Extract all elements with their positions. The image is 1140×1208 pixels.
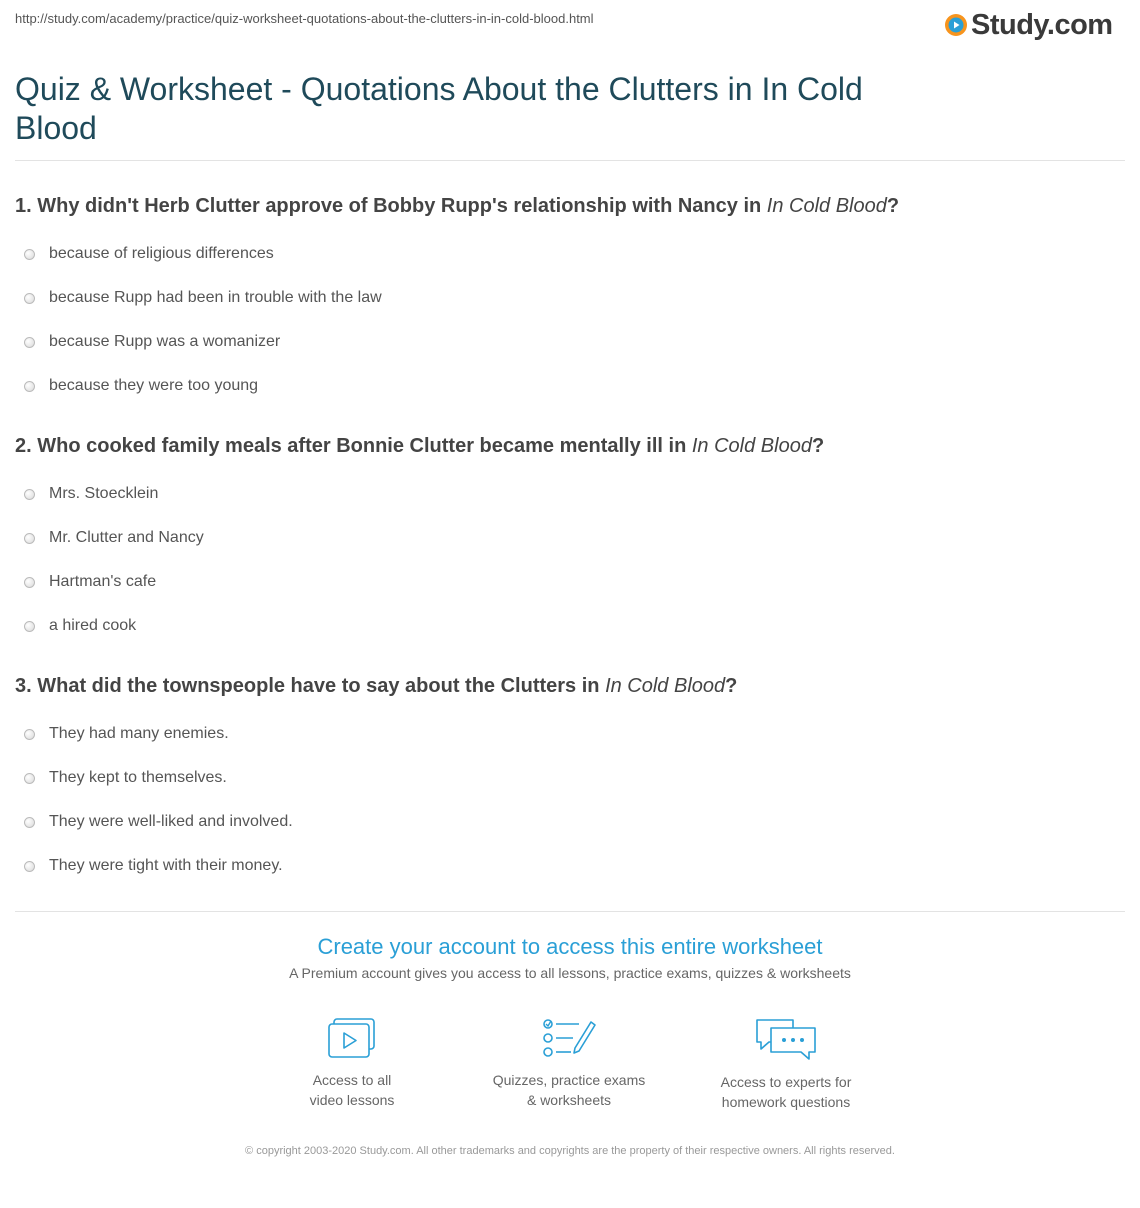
quiz-checklist-icon xyxy=(541,1016,597,1060)
title-divider xyxy=(15,160,1125,161)
question-1 xyxy=(15,194,1115,408)
feature-label: Access to all video lessons xyxy=(309,1072,395,1108)
feature-quizzes xyxy=(469,1016,669,1110)
video-lessons-icon xyxy=(326,1016,378,1060)
radio-button-icon[interactable] xyxy=(24,489,35,500)
create-account-link[interactable]: Create your account to access this entire worksheet xyxy=(317,934,823,959)
copyright-footer: © copyright 2003-2020 Study.com. All other trademarks and copyrights are the property of their respective owners. All rights reserved. xyxy=(245,1145,895,1157)
question-text: 3. What did the townspeople have to say about the Clutters in In Cold Blood? xyxy=(15,675,738,697)
radio-button-icon[interactable] xyxy=(24,293,35,304)
answer-option[interactable]: because of religious differences xyxy=(15,232,1115,276)
logo-text: Study.com xyxy=(971,8,1113,41)
radio-button-icon[interactable] xyxy=(24,381,35,392)
feature-label: Access to experts for homework questions xyxy=(720,1074,852,1110)
answer-option[interactable]: Hartman's cafe xyxy=(15,560,1115,604)
radio-button-icon[interactable] xyxy=(24,249,35,260)
answer-list xyxy=(15,232,1115,408)
radio-button-icon[interactable] xyxy=(24,861,35,872)
answer-option[interactable]: They had many enemies. xyxy=(15,712,1115,756)
feature-label: Quizzes, practice exams & worksheets xyxy=(492,1072,646,1108)
radio-button-icon[interactable] xyxy=(24,533,35,544)
answer-option[interactable]: a hired cook xyxy=(15,604,1115,648)
play-logo-icon xyxy=(944,13,968,37)
section-divider xyxy=(15,911,1125,912)
radio-button-icon[interactable] xyxy=(24,729,35,740)
answer-list xyxy=(15,472,1115,648)
answer-option[interactable]: They were tight with their money. xyxy=(15,844,1115,888)
answer-option[interactable]: Mr. Clutter and Nancy xyxy=(15,516,1115,560)
answer-list xyxy=(15,712,1115,888)
answer-option[interactable]: They were well-liked and involved. xyxy=(15,800,1115,844)
page-title: Quiz & Worksheet - Quotations About the Clutters in In Cold Blood xyxy=(15,71,863,146)
study-logo[interactable] xyxy=(944,6,1113,44)
question-2 xyxy=(15,434,1115,648)
question-text: 1. Why didn't Herb Clutter approve of Bobby Rupp's relationship with Nancy in In Cold Blood? xyxy=(15,195,900,217)
radio-button-icon[interactable] xyxy=(24,817,35,828)
expert-chat-icon xyxy=(753,1016,819,1062)
feature-experts xyxy=(686,1016,886,1112)
radio-button-icon[interactable] xyxy=(24,577,35,588)
answer-option[interactable]: because Rupp had been in trouble with the law xyxy=(15,276,1115,320)
feature-video-lessons xyxy=(252,1016,452,1110)
book-title: In Cold Blood xyxy=(605,675,726,697)
question-3 xyxy=(15,674,1115,888)
premium-description: A Premium account gives you access to all lessons, practice exams, quizzes & worksheets xyxy=(289,965,851,981)
radio-button-icon[interactable] xyxy=(24,337,35,348)
book-title: In Cold Blood xyxy=(691,435,812,457)
answer-option[interactable]: because they were too young xyxy=(15,364,1115,408)
question-text: 2. Who cooked family meals after Bonnie Clutter became mentally ill in In Cold Blood? xyxy=(15,435,825,457)
page-url: http://study.com/academy/practice/quiz-worksheet-quotations-about-the-clutters-in-in-cold-blood.html xyxy=(15,11,594,26)
radio-button-icon[interactable] xyxy=(24,773,35,784)
radio-button-icon[interactable] xyxy=(24,621,35,632)
book-title: In Cold Blood xyxy=(766,195,887,217)
create-account-section xyxy=(0,934,1140,981)
answer-option[interactable]: They kept to themselves. xyxy=(15,756,1115,800)
answer-option[interactable]: because Rupp was a womanizer xyxy=(15,320,1115,364)
answer-option[interactable]: Mrs. Stoecklein xyxy=(15,472,1115,516)
